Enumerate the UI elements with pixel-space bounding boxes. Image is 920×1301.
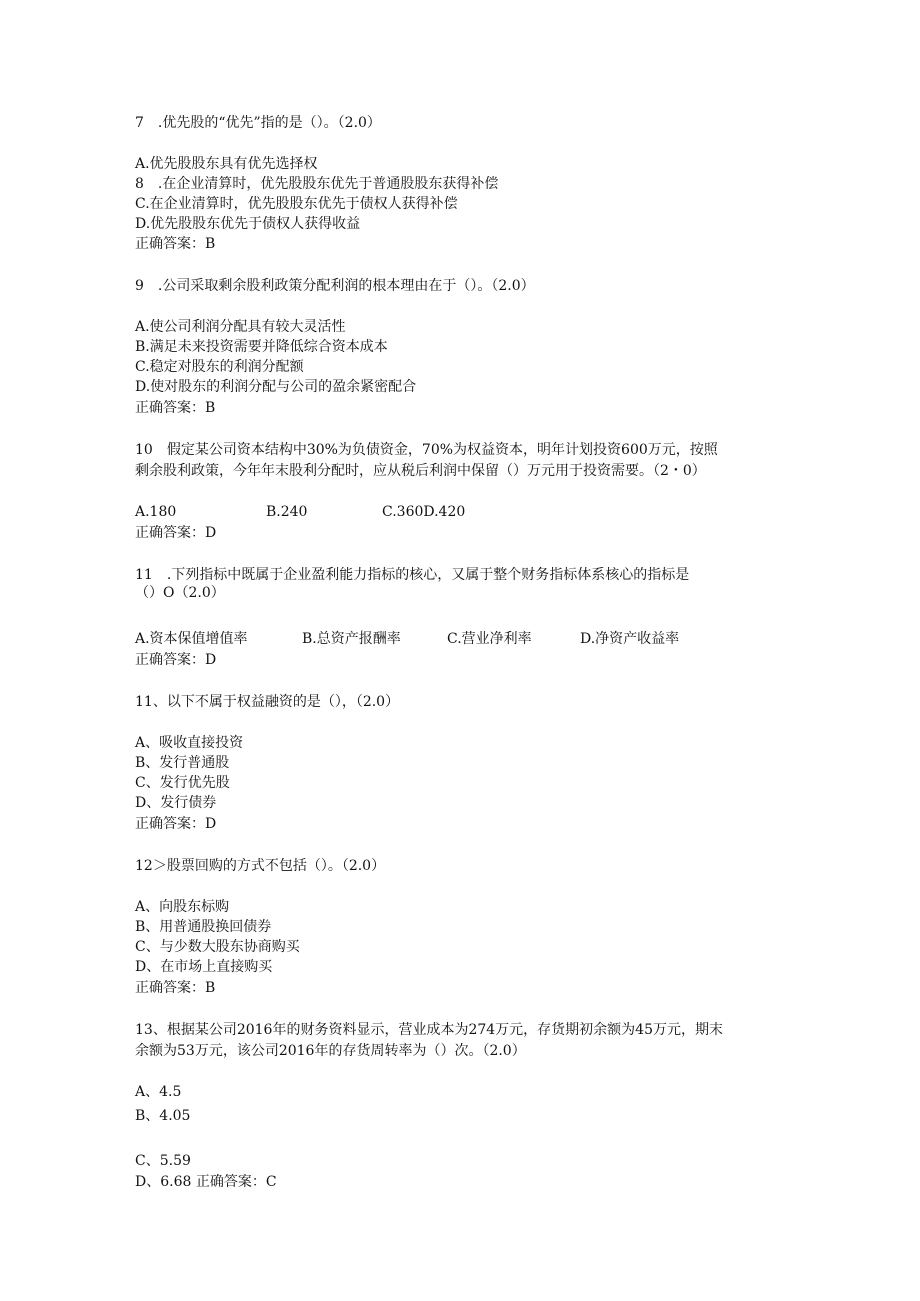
question-13-option-a: A、4.5 (135, 1084, 182, 1100)
question-13-stem-line-2: 余额为53万元，该公司2016年的存货周转率为（）次。（2.0） (135, 1043, 526, 1059)
question-10-answer: 正确答案：D (135, 525, 217, 541)
question-7-answer: 正确答案：B (135, 236, 216, 252)
question-10-stem-line-2: 剩余股利政策，今年年末股利分配时，应从税后利润中保留（）万元用于投资需要。（2・0） (135, 463, 706, 479)
question-7-option-c: C.在企业清算时，优先股股东优先于债权人获得补偿 (135, 196, 458, 212)
question-10-stem-line-1: 10 假定某公司资本结构中30%为负债资金，70%为权益资本，明年计划投资600万元，按照 (135, 442, 718, 458)
question-12-option-a: A、向股东标购 (135, 899, 230, 915)
question-12-answer: 正确答案：B (135, 980, 216, 996)
question-9-stem: 9 .公司采取剩余股利政策分配利润的根本理由在于（）。（2.0） (135, 278, 535, 294)
question-10-option-a: A.180 (135, 504, 177, 520)
question-12-option-b: B、用普通股换回债券 (135, 919, 272, 935)
question-13-stem-line-1: 13、根据某公司2016年的财务资料显示，营业成本为274万元，存货期初余额为45万元，期末 (135, 1022, 723, 1038)
question-11b-option-c: C、发行优先股 (135, 775, 230, 791)
question-9-option-c: C.稳定对股东的利润分配额 (135, 359, 304, 375)
question-9-option-a: A.使公司利润分配具有较大灵活性 (135, 319, 346, 335)
question-11b-answer: 正确答案：D (135, 816, 217, 832)
question-13-option-c: C、5.59 (135, 1153, 191, 1169)
question-13-option-b: B、4.05 (135, 1108, 191, 1124)
question-11b-option-a: A、吸收直接投资 (135, 735, 244, 751)
question-10-option-b: B.240 (266, 504, 308, 520)
question-11a-stem-line-2: （）O（2.0） (135, 585, 225, 601)
question-7-stem: 7 .优先股的“优先”指的是（）。（2.0） (135, 115, 381, 131)
question-11a-answer: 正确答案：D (135, 652, 217, 668)
question-12-option-d: D、在市场上直接购买 (135, 959, 273, 975)
question-7-option-b: 8 .在企业清算时，优先股股东优先于普通股股东获得补偿 (135, 176, 499, 192)
question-11a-stem-line-1: 11 .下列指标中既属于企业盈利能力指标的核心，又属于整个财务指标体系核心的指标是 (135, 567, 690, 583)
question-7-option-a: A.优先股股东具有优先选择权 (135, 156, 318, 172)
question-12-stem: 12＞股票回购的方式不包括（）。（2.0） (135, 858, 386, 874)
question-11a-option-a: A.资本保值增值率 (135, 631, 248, 647)
question-11a-option-b: B.总资产报酬率 (302, 631, 401, 647)
question-9-option-d: D.使对股东的利润分配与公司的盈余紧密配合 (135, 379, 417, 395)
question-11a-option-d: D.净资产收益率 (580, 631, 680, 647)
question-9-option-b: B.满足未来投资需要并降低综合资本成本 (135, 339, 388, 355)
question-12-option-c: C、与少数大股东协商购买 (135, 939, 300, 955)
question-11a-option-c: C.营业净利率 (447, 631, 532, 647)
question-13-option-d-answer: D、6.68 正确答案：C (135, 1174, 277, 1190)
question-11b-option-d: D、发行债券 (135, 795, 217, 811)
question-11b-option-b: B、发行普通股 (135, 755, 230, 771)
question-9-answer: 正确答案：B (135, 400, 216, 416)
question-11b-stem: 11、以下不属于权益融资的是（），（2.0） (135, 694, 400, 710)
question-10-option-cd: C.360D.420 (382, 504, 466, 520)
question-7-option-d: D.优先股股东优先于债权人获得收益 (135, 216, 361, 232)
